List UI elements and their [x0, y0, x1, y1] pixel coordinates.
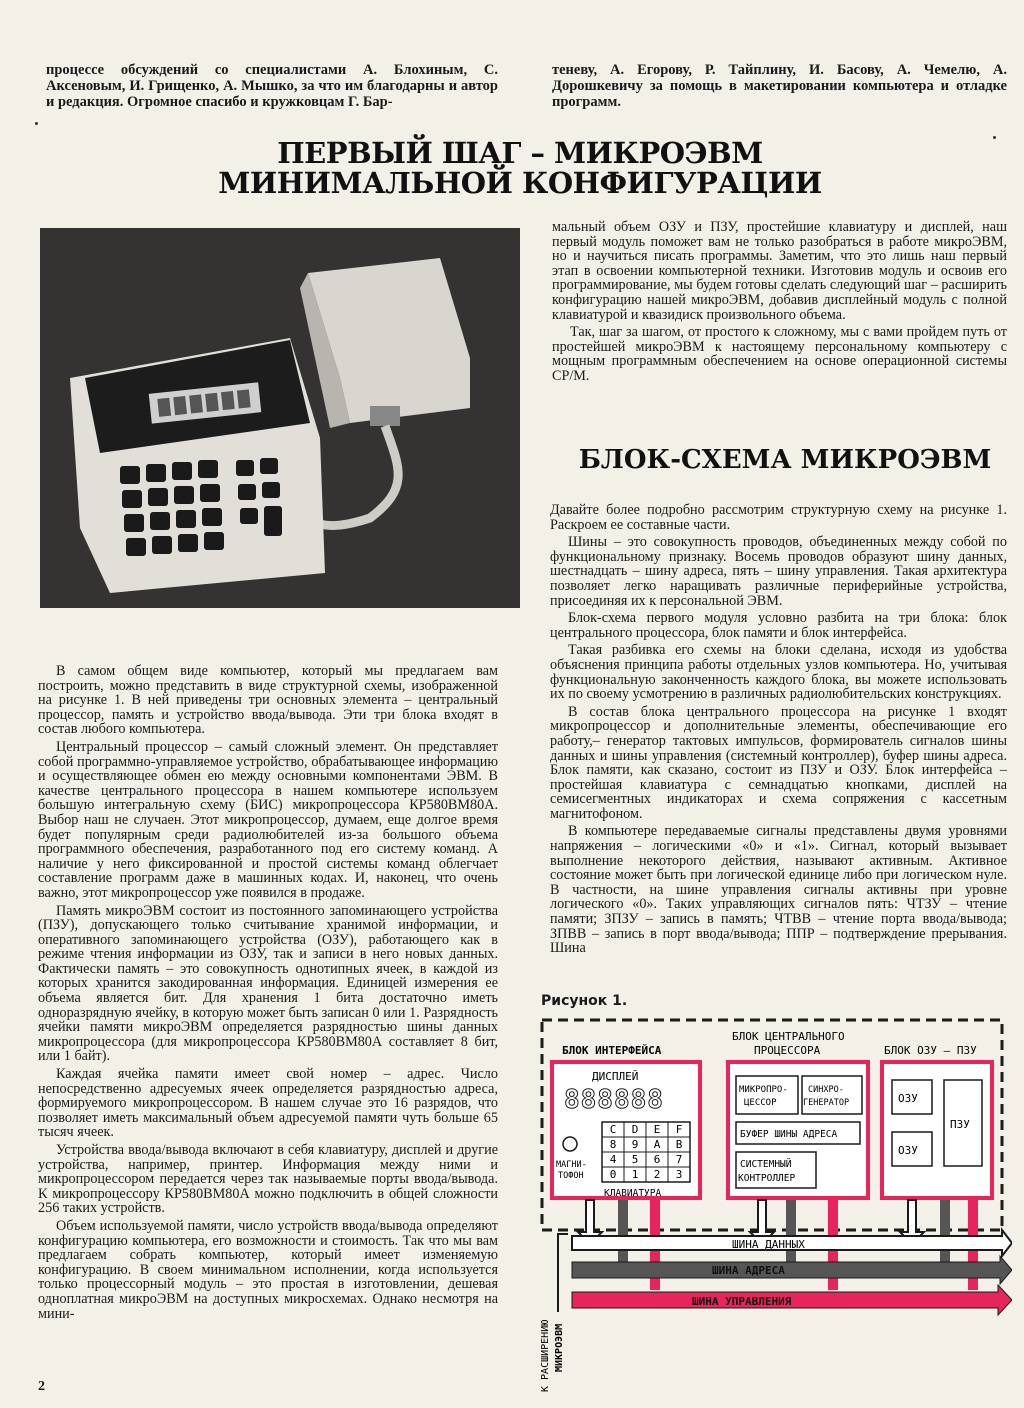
address-bus-label: ШИНА АДРЕСА	[712, 1264, 785, 1277]
generator-label-1: СИНХРО-	[808, 1085, 844, 1095]
display-label: ДИСПЛЕЙ	[592, 1070, 639, 1083]
key: 7	[675, 1153, 683, 1166]
cpu-block-label-1: БЛОК ЦЕНТРАЛЬНОГО	[732, 1030, 845, 1043]
print-speck	[35, 122, 38, 125]
key: C	[609, 1123, 617, 1136]
page-number: 2	[38, 1379, 45, 1394]
computer-photo	[40, 228, 520, 608]
block-diagram	[532, 1012, 1012, 1397]
key: 4	[609, 1153, 617, 1166]
right-paragraph: В состав блока центрального процессора на рисунке 1 входят микропроцессор и дополнительные элементы, обеспечивающие его работу,– генератор тактовых импульсов, формирователь сигналов шины данных и шины управления (системный контроллер), буфер шины адреса. Блок памяти, как сказано, состоит из ПЗУ и ОЗУ. Блок интерфейса – простейшая клавиатура с семнадцатью кнопками, дисплей на семисегментных индикаторах и схема сопряжения с кассетным магнитофоном.	[550, 703, 1007, 822]
key: F	[675, 1123, 683, 1136]
title-line-1: ПЕРВЫЙ ШАГ – МИКРОЭВМ	[277, 136, 763, 170]
intro-left: процессе обсуждений со специалистами А. Блохиным, С. Аксеновым, И. Грищенко, А. Мышко, за что им благодарны и автор и редакция. Огромное спасибо и кружковцам Г. Бар-	[46, 62, 498, 110]
microprocessor-label-2: ЦЕССОР	[744, 1098, 777, 1108]
right-top-paragraph: Так, шаг за шагом, от простого к сложному, мы с вами пройдем путь от простейшей микроЭВМ к настоящему персональному компьютеру с мощным программным обеспечением на основе операционной системы CP/M.	[552, 324, 1007, 384]
key: 8	[609, 1138, 617, 1151]
key: D	[631, 1123, 639, 1136]
left-paragraph: В самом общем виде компьютер, который мы предлагаем вам построить, можно представить в виде структурной схемы, изображенной на рисунке 1. В ней приведены три основных элемента – центральный процессор, память и устройство ввода/вывода. Эти три блока входят в состав любого компьютера.	[38, 663, 498, 738]
right-paragraph: Блок-схема первого модуля условно разбита на три блока: блок центрального процессора, блок памяти и блок интерфейса.	[550, 610, 1007, 641]
system-controller-label-1: СИСТЕМНЫЙ	[740, 1159, 792, 1170]
right-paragraph: В компьютере передаваемые сигналы представлены двумя уровнями напряжения – логическими «0» и «1». Сигнал, который вызывает выполнение некоторого действия, называют активным. Активное состояние может быть при логической единице либо при логическом нуле. В частности, на шине управления сигналы активны при уровне логического «0». Таких управляющих сигналов пять: ЧТЗУ – чтение памяти; ЗПЗУ – запись в память; ЧТВВ – чтение порта ввода/вывода; ЗПВВ – запись в порт ввода/вывода; ППР – подтверждение прерывания. Шина	[550, 823, 1007, 957]
right-paragraph: Давайте более подробно рассмотрим структурную схему на рисунке 1. Раскроем ее составные части.	[550, 502, 1007, 533]
expansion-label-1: К РАСШИРЕНИЮ	[540, 1319, 551, 1392]
key: 3	[675, 1168, 683, 1181]
print-speck	[993, 136, 996, 139]
key: 0	[609, 1168, 617, 1181]
address-buffer-label: БУФЕР ШИНЫ АДРЕСА	[740, 1129, 838, 1140]
key: E	[653, 1123, 661, 1136]
recorder-label-1: МАГНИ-	[556, 1160, 587, 1170]
intro-right: теневу, А. Егорову, Р. Тайплину, И. Басову, А. Чемелю, А. Дорошкевичу за помощь в макетировании компьютера и отладке программ.	[552, 62, 1007, 110]
key: B	[675, 1138, 683, 1151]
key: 2	[653, 1168, 661, 1181]
data-bus-label: ШИНА ДАННЫХ	[732, 1238, 805, 1251]
left-paragraph: Центральный процессор – самый сложный элемент. Он представляет собой программно-управляемое устройство, обрабатывающее информацию и осуществляющее обмен ею между основными компонентами ЭВМ. В качестве центрального процессора в нашем компьютере используем большую интегральную схему (БИС) микропроцессора КР580ВМ80А. Выбор наш не случаен. Этот микропроцессор, думаем, еще долгое время будет популярным среди радиолюбителей из-за большого объема программного обеспечения, разработанного под его систему команд. А наличие у него фиксированной и простой системы команд облегчает составление программ даже в машинных кодах. И, наконец, что очень важно, этот микропроцессор уже появился в продаже.	[38, 738, 498, 901]
interface-block-label: БЛОК ИНТЕРФЕЙСА	[562, 1044, 662, 1057]
right-top-column	[552, 220, 1007, 387]
key: 1	[631, 1168, 639, 1181]
key: 6	[653, 1153, 661, 1166]
section-title: БЛОК-СХЕМА МИКРОЭВМ	[578, 445, 992, 475]
left-paragraph: Объем используемой памяти, число устройств ввода/вывода определяют конфигурацию компьютера, его возможности и стоимость. Так что мы вам предлагаем собрать компьютер, который имеет изменяемую конфигурацию. В своем минимальном исполнении, когда используется только процессорный модуль – это простая в изготовлении, дешевая одноплатная микроЭВМ на доступных микросхемах. Однако несмотря на мини-	[38, 1217, 498, 1322]
keyboard-label: КЛАВИАТУРА	[604, 1188, 662, 1199]
recorder-label-2: ТОФОН	[558, 1171, 584, 1181]
system-controller-label-2: КОНТРОЛЛЕР	[738, 1173, 796, 1184]
right-paragraph: Такая разбивка его схемы на блоки сделана, исходя из удобства объяснения принципа работы отдельных узлов компьютера. Но, учитывая функциональную законченность каждого блока, вы можете использовать их по своему усмотрению в различных радиолюбительских конструкциях.	[550, 642, 1007, 703]
article-title	[200, 138, 840, 198]
right-column	[550, 503, 1007, 959]
expansion-arrow	[558, 1234, 568, 1312]
key: 9	[631, 1138, 639, 1151]
title-line-2: МИНИМАЛЬНОЙ КОНФИГУРАЦИИ	[218, 166, 822, 200]
display-digits: 888888	[564, 1085, 664, 1115]
generator-label-2: ГЕНЕРАТОР	[803, 1098, 850, 1108]
right-paragraph: Шины – это совокупность проводов, объединенных между собой по функциональному признаку. Восемь проводов образуют шину данных, шестнадцать – шину адреса, пять – шину управления. Такая архитектура позволяет легко наращивать различные периферийные устройства, присоединяя их к персональной ЭВМ.	[550, 534, 1007, 609]
control-bus	[572, 1285, 1012, 1315]
ram-label-1: ОЗУ	[898, 1092, 918, 1105]
left-column	[38, 664, 498, 1324]
control-bus-label: ШИНА УПРАВЛЕНИЯ	[692, 1295, 792, 1308]
ram-label-2: ОЗУ	[898, 1144, 918, 1157]
keypad	[602, 1122, 690, 1182]
figure-label: Рисунок 1.	[541, 993, 628, 1009]
cpu-block-label-2: ПРОЦЕССОРА	[754, 1044, 821, 1057]
rom-label: ПЗУ	[950, 1118, 970, 1131]
expansion-label-2: МИКРОЭВМ	[554, 1323, 565, 1372]
microprocessor-label-1: МИКРОПРО-	[739, 1085, 788, 1095]
left-paragraph: Устройства ввода/вывода включают в себя клавиатуру, дисплей и другие устройства, например, принтер. Информация между ними и микропроцессором передается через так называемые порты ввода/вывода. К микропроцессору КР580ВМ80А можно подключить в общей сложности 256 таких устройств.	[38, 1142, 498, 1217]
key: A	[653, 1138, 661, 1151]
memory-block-label: БЛОК ОЗУ – ПЗУ	[884, 1044, 977, 1057]
memory-block	[882, 1062, 992, 1198]
key: 5	[631, 1153, 639, 1166]
left-paragraph: Каждая ячейка памяти имеет свой номер – адрес. Число непосредственно адресуемых ячеек определяется разрядностью адреса, формируемого микропроцессором. В нашем случае это 16 разрядов, что позволяет иметь максимальный объем адресуемой памяти чуть больше 65 тысяч ячеек.	[38, 1066, 498, 1141]
left-paragraph: Память микроЭВМ состоит из постоянного запоминающего устройства (ПЗУ), допускающего только считывание хранимой информации, и оперативного запоминающего устройства (ОЗУ), работающего как в режиме чтения информации из ОЗУ, так и записи в него новых данных. Фактически память – это совокупность однотипных ячеек, в каждой из которых хранится закодированная информация. Единицей измерения ее объема является бит. Для хранения 1 бита достаточно иметь одноразрядную ячейку, в которую может быть записан 0 или 1. Разрядность ячейки памяти микроЭВМ определяется разрядностью шины данных микропроцессора (для микропроцессора КР580ВМ80А составляет 8 бит, или 1 байт).	[38, 902, 498, 1065]
right-top-paragraph: мальный объем ОЗУ и ПЗУ, простейшие клавиатуру и дисплей, наш первый модуль поможет вам не только разобраться в работе микроЭВМ, но и научиться писать программы. Заметим, что это лишь наш первый этап в освоении компьютерной техники. Изготовив модуль и освоив его программирование, мы будем готовы сделать следующий шаг – расширить конфигурацию нашей микроЭВМ, добавив дисплейный модуль с полной клавиатурой и квазидиск произвольного объема.	[552, 219, 1007, 323]
